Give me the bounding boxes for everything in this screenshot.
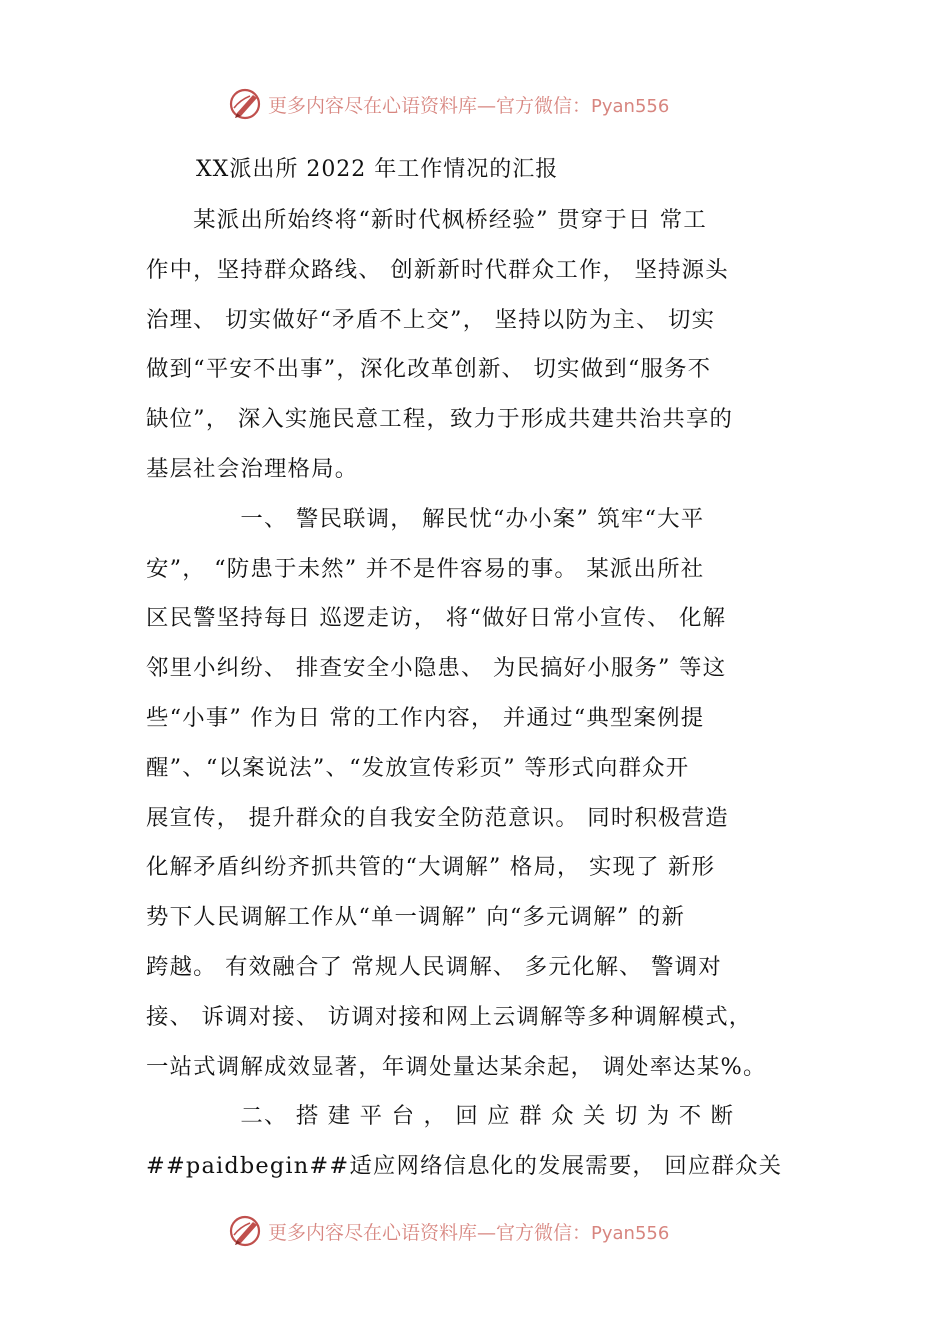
body-line: 缺位”， 深入实施民意工程，致力于形成共建共治共享的 [146, 406, 734, 433]
banner-text: 更多内容尽在心语资料库—官方微信：Pyan556 [268, 1221, 670, 1244]
body-line: 接、 诉调对接、 访调对接和网上云调解等多种调解模式， [146, 1003, 753, 1030]
pen-logo-icon [228, 1213, 264, 1249]
footer-banner [228, 1211, 748, 1251]
body-line: 化解矛盾纠纷齐抓共管的“大调解” 格局， 实现了 新形 [146, 854, 716, 881]
body-line: 区民警坚持每日 巡逻走访， 将“做好日常小宣传、 化解 [146, 605, 727, 632]
body-line: ##paidbegin##适应网络信息化的发展需要， 回应群众关 [146, 1153, 783, 1180]
body-line: 一、 警民联调， 解民忧“办小案” 筑牢“大平 [146, 505, 705, 532]
body-line: 跨越。 有效融合了 常规人民调解、 多元化解、 警调对 [146, 953, 722, 980]
body-line: 基层社会治理格局。 [146, 455, 359, 482]
body-line: 做到“平安不出事”，深化改革创新、 切实做到“服务不 [146, 356, 712, 383]
body-line: 势下人民调解工作从“单一调解” 向“多元调解” 的新 [146, 904, 686, 931]
body-line: 某派出所始终将“新时代枫桥经验” 贯穿于日 常工 [146, 207, 707, 233]
body-line: 治理、 切实做好“矛盾不上交”， 坚持以防为主、 切实 [146, 306, 716, 333]
body-line: 一站式调解成效显著，年调处量达某余起， 调处率达某%。 [146, 1053, 767, 1080]
document-title: XX派出所 2022 年工作情况的汇报 [196, 157, 559, 182]
document-body [146, 196, 806, 1192]
body-line: 醒”、“以案说法”、“发放宣传彩页” 等形式向群众开 [146, 754, 690, 781]
banner-text: 更多内容尽在心语资料库—官方微信：Pyan556 [268, 94, 670, 117]
body-line: 二、 搭 建 平 台 ， 回 应 群 众 关 切 为 不 断 [146, 1103, 735, 1130]
body-line: 作中，坚持群众路线、 创新新时代群众工作， 坚持源头 [146, 256, 729, 283]
body-line: 些“小事” 作为日 常的工作内容， 并通过“典型案例提 [146, 704, 705, 731]
body-line: 邻里小纠纷、 排查安全小隐患、 为民搞好小服务” 等这 [146, 655, 727, 682]
body-line: 安”， “防患于未然” 并不是件容易的事。 某派出所社 [146, 555, 705, 582]
body-line: 展宣传， 提升群众的自我安全防范意识。 同时积极营造 [146, 804, 729, 831]
header-banner [228, 84, 748, 124]
pen-logo-icon [228, 86, 264, 122]
